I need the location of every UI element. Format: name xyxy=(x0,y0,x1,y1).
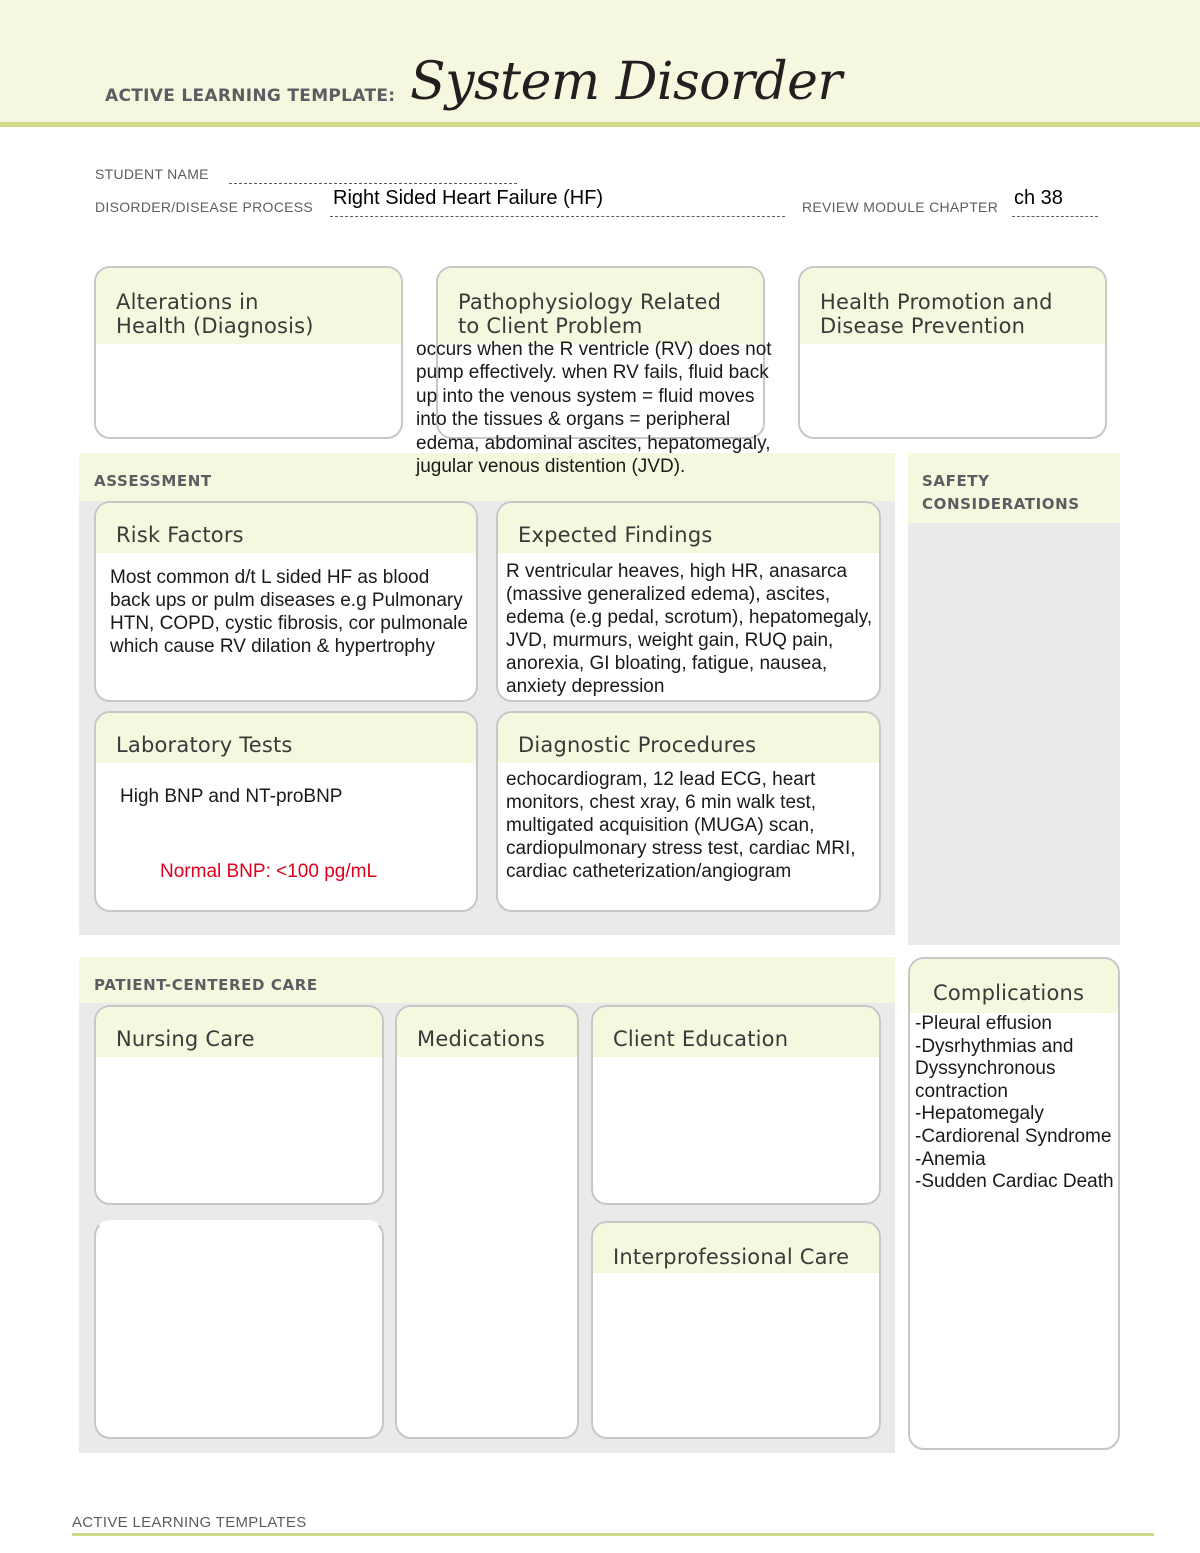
disorder-label: DISORDER/DISEASE PROCESS xyxy=(95,199,314,215)
chapter-value: ch 38 xyxy=(1014,187,1063,209)
risk-factors-title: Risk Factors xyxy=(116,523,244,547)
chapter-label: REVIEW MODULE CHAPTER xyxy=(802,199,999,215)
footer-rule xyxy=(72,1533,1154,1536)
health-promotion-box xyxy=(798,266,1107,439)
diagnostic-procedures-text: echocardiogram, 12 lead ECG, heart monitors, chest xray, 6 min walk test, multigated acquisition (MUGA) scan, cardiopulmonary stress test, cardiac MRI, cardiac catheterization/angiogram xyxy=(506,769,856,882)
complications-title: Complications xyxy=(933,981,1085,1005)
expected-findings-title: Expected Findings xyxy=(518,523,713,547)
client-education-title: Client Education xyxy=(613,1027,789,1051)
header-rule xyxy=(0,122,1200,127)
student-name-field[interactable] xyxy=(229,183,517,184)
normal-bnp-note: Normal BNP: <100 pg/mL xyxy=(160,861,378,882)
alterations-title: Alterations in Health (Diagnosis) xyxy=(116,290,314,338)
expected-findings-text: R ventricular heaves, high HR, anasarca (massive generalized edema), ascites, edema (e.g pedal, scrotum), hepatomegaly, JVD, murmurs, weight gain, RUQ pain, anorexia, GI bloating, fatigue, nausea, anxiety depression xyxy=(506,561,873,697)
student-name-label: STUDENT NAME xyxy=(95,166,209,182)
page-title: System Disorder xyxy=(410,52,842,112)
lab-tests-text: High BNP and NT-proBNP xyxy=(120,786,343,807)
nursing-care-box xyxy=(94,1005,384,1205)
complication-item: -Hepatomegaly xyxy=(915,1103,1044,1125)
footer-label: ACTIVE LEARNING TEMPLATES xyxy=(72,1514,307,1531)
pathophysiology-title: Pathophysiology Related to Client Problem xyxy=(458,290,722,338)
client-education-box xyxy=(591,1005,881,1205)
assessment-title: ASSESSMENT xyxy=(94,472,212,490)
lab-tests-title: Laboratory Tests xyxy=(116,733,293,757)
disorder-field[interactable] xyxy=(330,216,785,217)
alterations-box xyxy=(94,266,403,439)
template-label: ACTIVE LEARNING TEMPLATE: xyxy=(105,86,396,106)
complication-item: -Cardiorenal Syndrome xyxy=(915,1125,1112,1147)
pathophysiology-text: occurs when the R ventricle (RV) does not pump effectively. when RV fails, fluid back up into the venous system = fluid moves into the tissues & organs = peripheral edema, abdominal ascites, hepatomegaly, jugular venous distention (JVD). xyxy=(416,339,772,478)
complications-list xyxy=(915,1013,1130,1194)
medications-title: Medications xyxy=(417,1027,545,1051)
nursing-care-title: Nursing Care xyxy=(116,1027,255,1051)
risk-factors-text: Most common d/t L sided HF as blood back ups or pulm diseases e.g Pulmonary HTN, COPD, cystic fibrosis, cor pulmonale which cause RV dilation & hypertrophy xyxy=(110,567,468,657)
complication-item: -Dysrhythmias and Dyssynchronous contraction xyxy=(915,1035,1074,1102)
blank-care-box xyxy=(94,1220,384,1439)
complication-item: -Sudden Cardiac Death xyxy=(915,1171,1114,1193)
complication-item: -Pleural effusion xyxy=(915,1013,1052,1034)
safety-title: SAFETY CONSIDERATIONS xyxy=(922,472,1080,513)
disorder-value: Right Sided Heart Failure (HF) xyxy=(333,187,604,209)
interprofessional-care-box xyxy=(591,1221,881,1439)
diagnostic-procedures-title: Diagnostic Procedures xyxy=(518,733,757,757)
safety-section xyxy=(908,453,1120,945)
interprofessional-care-title: Interprofessional Care xyxy=(613,1245,850,1269)
complication-item: -Anemia xyxy=(915,1148,986,1170)
health-promotion-title: Health Promotion and Disease Prevention xyxy=(820,290,1053,338)
chapter-field[interactable] xyxy=(1012,216,1098,217)
patient-centered-care-title: PATIENT-CENTERED CARE xyxy=(94,976,318,994)
medications-box xyxy=(395,1005,579,1439)
